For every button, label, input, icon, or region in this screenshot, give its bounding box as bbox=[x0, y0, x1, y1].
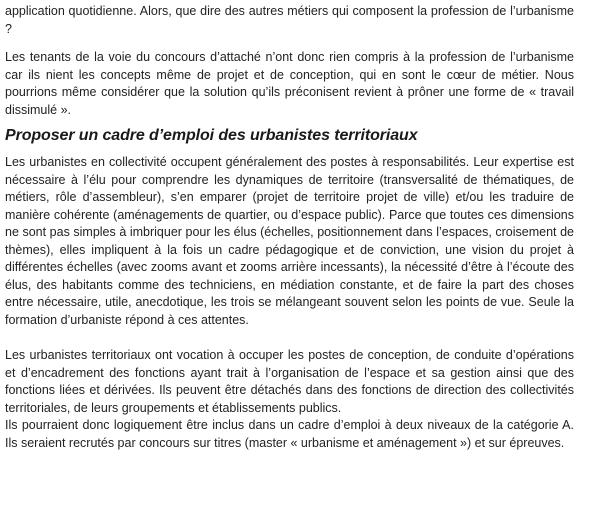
paragraph-vocation: Les urbanistes territoriaux ont vocation à occuper les postes de conception, de conduite d’opérations et d’encadrement des fonctions ayant trait à l’organisation de l’espace et sa gestion ainsi que des fonctions liées et dérivées. Ils peuvent être détachés dans des fonctions de direction des collectivités territoriales, de leurs groupements et établissements publics. bbox=[5, 348, 574, 415]
spacer bbox=[5, 38, 574, 49]
section-heading: Proposer un cadre d’emploi des urbanistes territoriaux bbox=[5, 127, 418, 144]
spacer bbox=[5, 147, 574, 154]
paragraph-collectivite: Les urbanistes en collectivité occupent généralement des postes à responsabilités. Leur expertise est nécessaire à l’élu pour comprendre les dynamiques de territoire (transversalité de thématiques, de métiers, rôle d’assembleur), s’en emparer (projet de territoire projet de ville) et/ou les traduire de manière cohérente (aménagements de quartier, ou d’espace public). Parce que toutes ces dimensions ne sont pas simples à imbriquer pour les élus (échelles, positionnement dans l’espaces, croisement de thèmes), elles impliquent à la fois un cadre pédagogique et de conviction, une vision du projet à différentes échelles (avec zooms avant et zooms arrière incessants), la nécessité d’être à l’écoute des élus, des habitants comme des techniciens, en médiation constante, et de faire la part des choses entre nécessaire, utile, anecdotique, les trois se mélangeant souvent selon les points de vue. Seule la formation d’urbaniste répond à ces attentes. bbox=[5, 155, 574, 327]
paragraph-cadre: Ils pourraient donc logiquement être inclus dans un cadre d’emploi à deux niveaux de la catégorie A. Ils seraient recrutés par concours sur titres (master « urbanisme et aménagement ») et sur épreuves. bbox=[5, 418, 574, 450]
spacer bbox=[5, 329, 574, 347]
paragraph-concours: Les tenants de la voie du concours d’attaché n’ont donc rien compris à la profession de l’urbanisme car ils nient les concepts même de projet et de conception, qui en sont le cœur de métier. Nous pourrions même considérer que la solution qu’ils préconisent revient à prôner une forme de « travail dissimulé ». bbox=[5, 50, 574, 117]
paragraph-intro-tail: application quotidienne. Alors, que dire des autres métiers qui composent la profession de l’urbanisme ? bbox=[5, 4, 574, 36]
document-page bbox=[5, 3, 574, 452]
